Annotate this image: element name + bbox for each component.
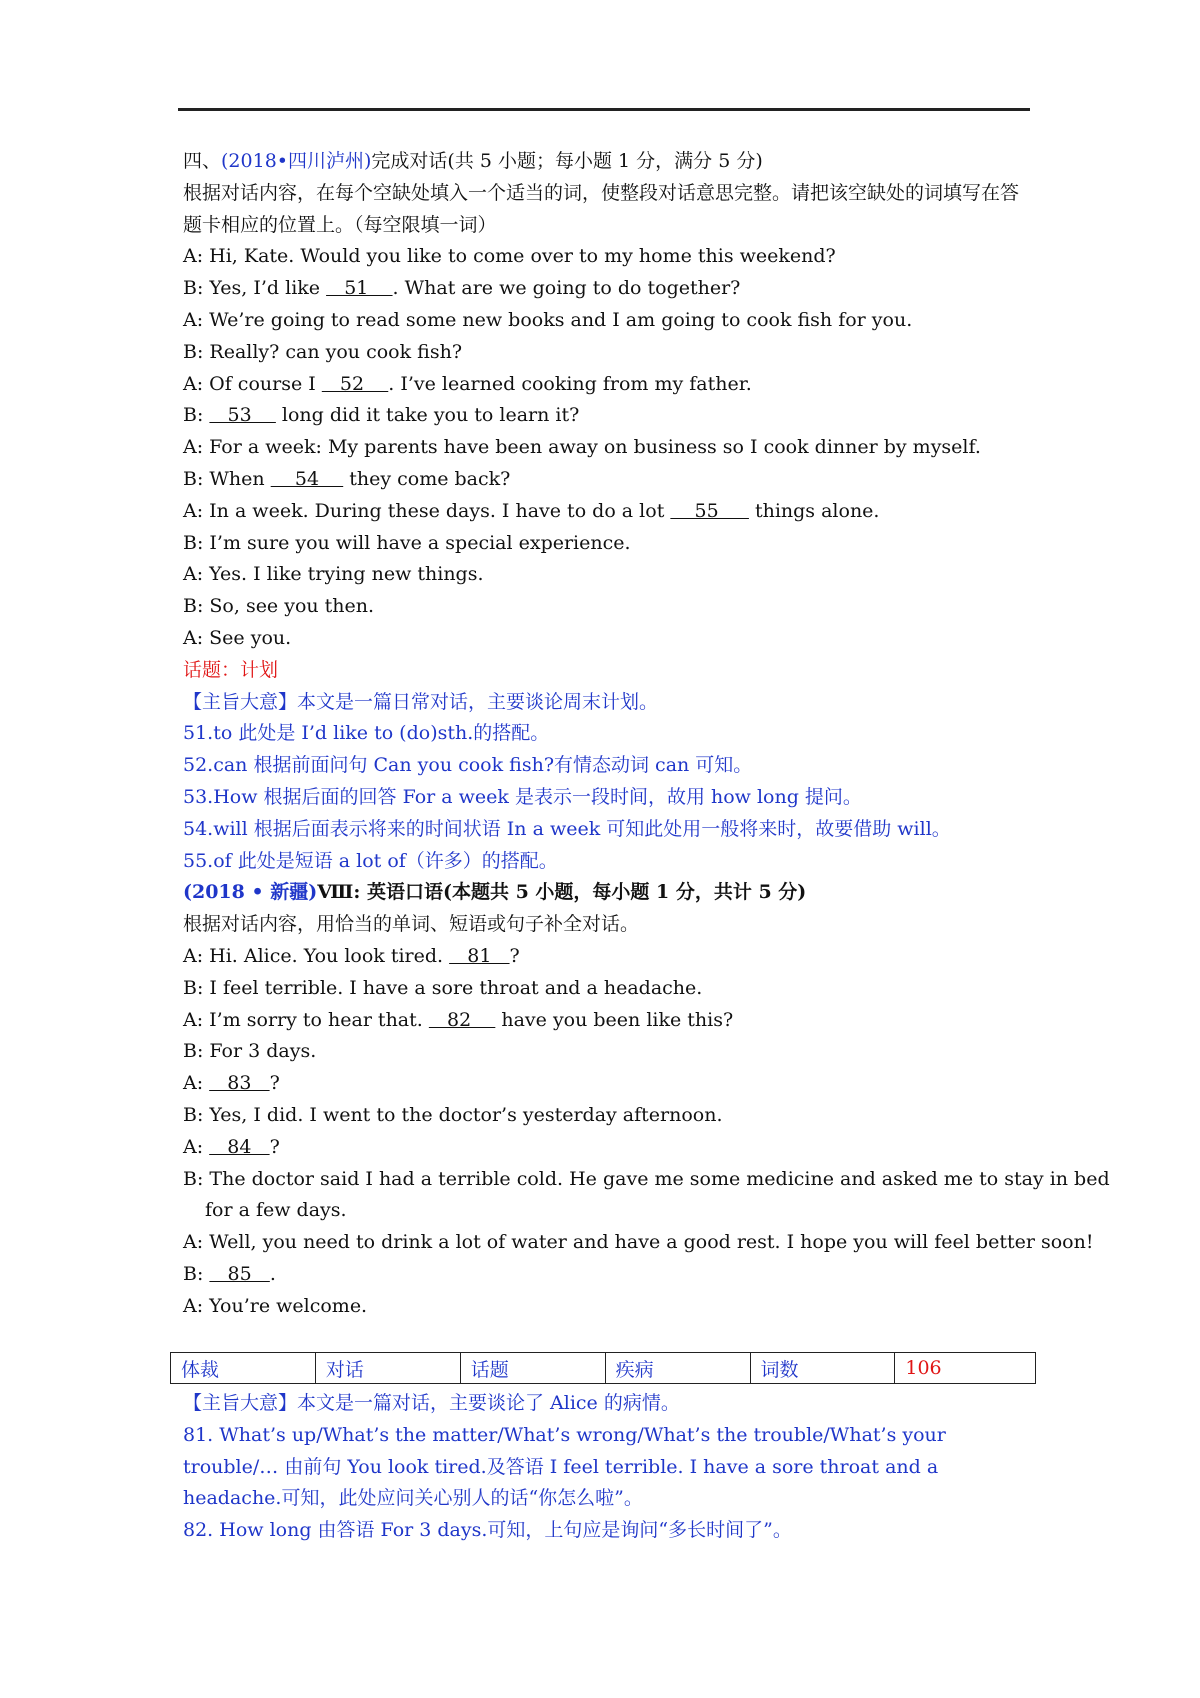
section1-instruction: 根据对话内容，在每个空缺处填入一个适当的词，使整段对话意思完整。请把该空缺处的词填写在答题卡相应的位置上。（每空限填一词）	[183, 181, 1020, 236]
dialog-line: A: Well, you need to drink a lot of water and have a good rest. I hope you will feel better soon!	[183, 1231, 1094, 1254]
answer-explanation: 55.of 此处是短语 a lot of（许多）的搭配。	[183, 849, 558, 872]
answer-explanation: 81. What’s up/What’s the matter/What’s wrong/What’s the trouble/What’s your trouble/… 由前句 You look tired.及答语 I feel terrible. I have a sore throat and a headache.可知，此处应问关心别人的话“你怎么啦”。	[183, 1423, 946, 1510]
dialog-line: B: 85 .	[183, 1262, 276, 1285]
table-cell-topic-label: 话题	[460, 1353, 605, 1384]
dialog-line: A: We’re going to read some new books and I am going to cook fish for you.	[183, 308, 913, 331]
dialog-line: A: 84 ?	[183, 1135, 280, 1158]
table-cell-wordcount: 106	[895, 1353, 1036, 1384]
table-cell-genre: 对话	[315, 1353, 460, 1384]
header-rule	[178, 108, 1030, 111]
dialog-line: B: I feel terrible. I have a sore throat and a headache.	[183, 976, 703, 999]
table-row	[171, 1353, 1036, 1384]
answer-blank: 81	[449, 944, 510, 967]
gist-text: 【主旨大意】本文是一篇对话，主要谈论了 Alice 的病情。	[183, 1392, 680, 1414]
table-cell-topic: 疾病	[605, 1353, 750, 1384]
document-body	[183, 146, 1110, 1322]
answer-blank: 52	[321, 372, 389, 395]
dialog-line: A: I’m sorry to hear that. 82 have you been like this?	[183, 1008, 734, 1031]
dialog-line: B: Yes, I’d like 51 . What are we going to do together?	[183, 277, 741, 300]
gist-text: 【主旨大意】本文是一篇日常对话，主要谈论周末计划。	[183, 690, 659, 713]
answer-blank: 55	[670, 499, 749, 522]
dialog-line-continued: for a few days.	[205, 1199, 347, 1222]
dialog-line: A: Of course I 52 . I’ve learned cooking from my father.	[183, 372, 752, 395]
dialog-line: B: 53 long did it take you to learn it?	[183, 404, 580, 427]
dialog-line: A: Hi. Alice. You look tired. 81 ?	[183, 944, 520, 967]
dialog-line: B: Really? can you cook fish?	[183, 340, 463, 363]
answer-explanation: 82. How long 由答语 For 3 days.可知，上句应是询问“多长时间了”。	[183, 1519, 792, 1542]
dialog-line: A: Hi, Kate. Would you like to come over to my home this weekend?	[183, 245, 836, 268]
dialog-line: A: You’re welcome.	[183, 1294, 368, 1317]
dialog-line: A: Yes. I like trying new things.	[183, 563, 484, 586]
dialog-line: B: So, see you then.	[183, 595, 375, 618]
section1-heading: 四、(2018•四川泸州)完成对话(共 5 小题；每小题 1 分，满分 5 分)	[183, 150, 763, 172]
answer-explanation: 54.will 根据后面表示将来的时间状语 In a week 可知此处用一般将来时，故要借助 will。	[183, 817, 951, 840]
answer-blank: 54	[270, 467, 344, 490]
dialog-line: B: Yes, I did. I went to the doctor’s yesterday afternoon.	[183, 1103, 723, 1126]
dialog-line: A: See you.	[183, 626, 292, 649]
section2-analysis	[183, 1388, 1028, 1547]
dialog-line: A: For a week: My parents have been away on business so I cook dinner by myself.	[183, 436, 981, 459]
answer-blank: 84	[209, 1135, 270, 1158]
dialog-line: A: In a week. During these days. I have to do a lot 55 things alone.	[183, 499, 880, 522]
table-cell-genre-label: 体裁	[171, 1353, 316, 1384]
answer-explanation: 53.How 根据后面的回答 For a week 是表示一段时间，故用 how long 提问。	[183, 785, 862, 808]
info-table	[170, 1352, 1036, 1384]
section2-instruction: 根据对话内容，用恰当的单词、短语或句子补全对话。	[183, 913, 640, 936]
answer-blank: 51	[326, 277, 393, 300]
topic-label: 话题：计划	[183, 658, 279, 681]
table-cell-wordcount-label: 词数	[750, 1353, 895, 1384]
answer-blank: 85	[209, 1262, 270, 1285]
answer-explanation: 51.to 此处是 I’d like to (do)sth.的搭配。	[183, 722, 550, 745]
dialog-line: B: When 54 they come back?	[183, 467, 511, 490]
section2-dialog	[183, 941, 1110, 1323]
answer-blank: 83	[209, 1072, 270, 1095]
answer-blank: 82	[428, 1008, 496, 1031]
dialog-line: B: For 3 days.	[183, 1040, 317, 1063]
dialog-line: A: 83 ?	[183, 1072, 280, 1095]
dialog-line: B: The doctor said I had a terrible cold. He gave me some medicine and asked me to stay in bed	[183, 1167, 1110, 1190]
answer-blank: 53	[209, 404, 276, 427]
section2-heading: (2018 • 新疆)Ⅷ: 英语口语(本题共 5 小题，每小题 1 分，共计 5 分)	[183, 881, 807, 904]
section1-dialog	[183, 241, 1028, 654]
dialog-line: B: I’m sure you will have a special experience.	[183, 531, 631, 554]
answer-explanation: 52.can 根据前面问句 Can you cook fish?有情态动词 can 可知。	[183, 754, 753, 777]
